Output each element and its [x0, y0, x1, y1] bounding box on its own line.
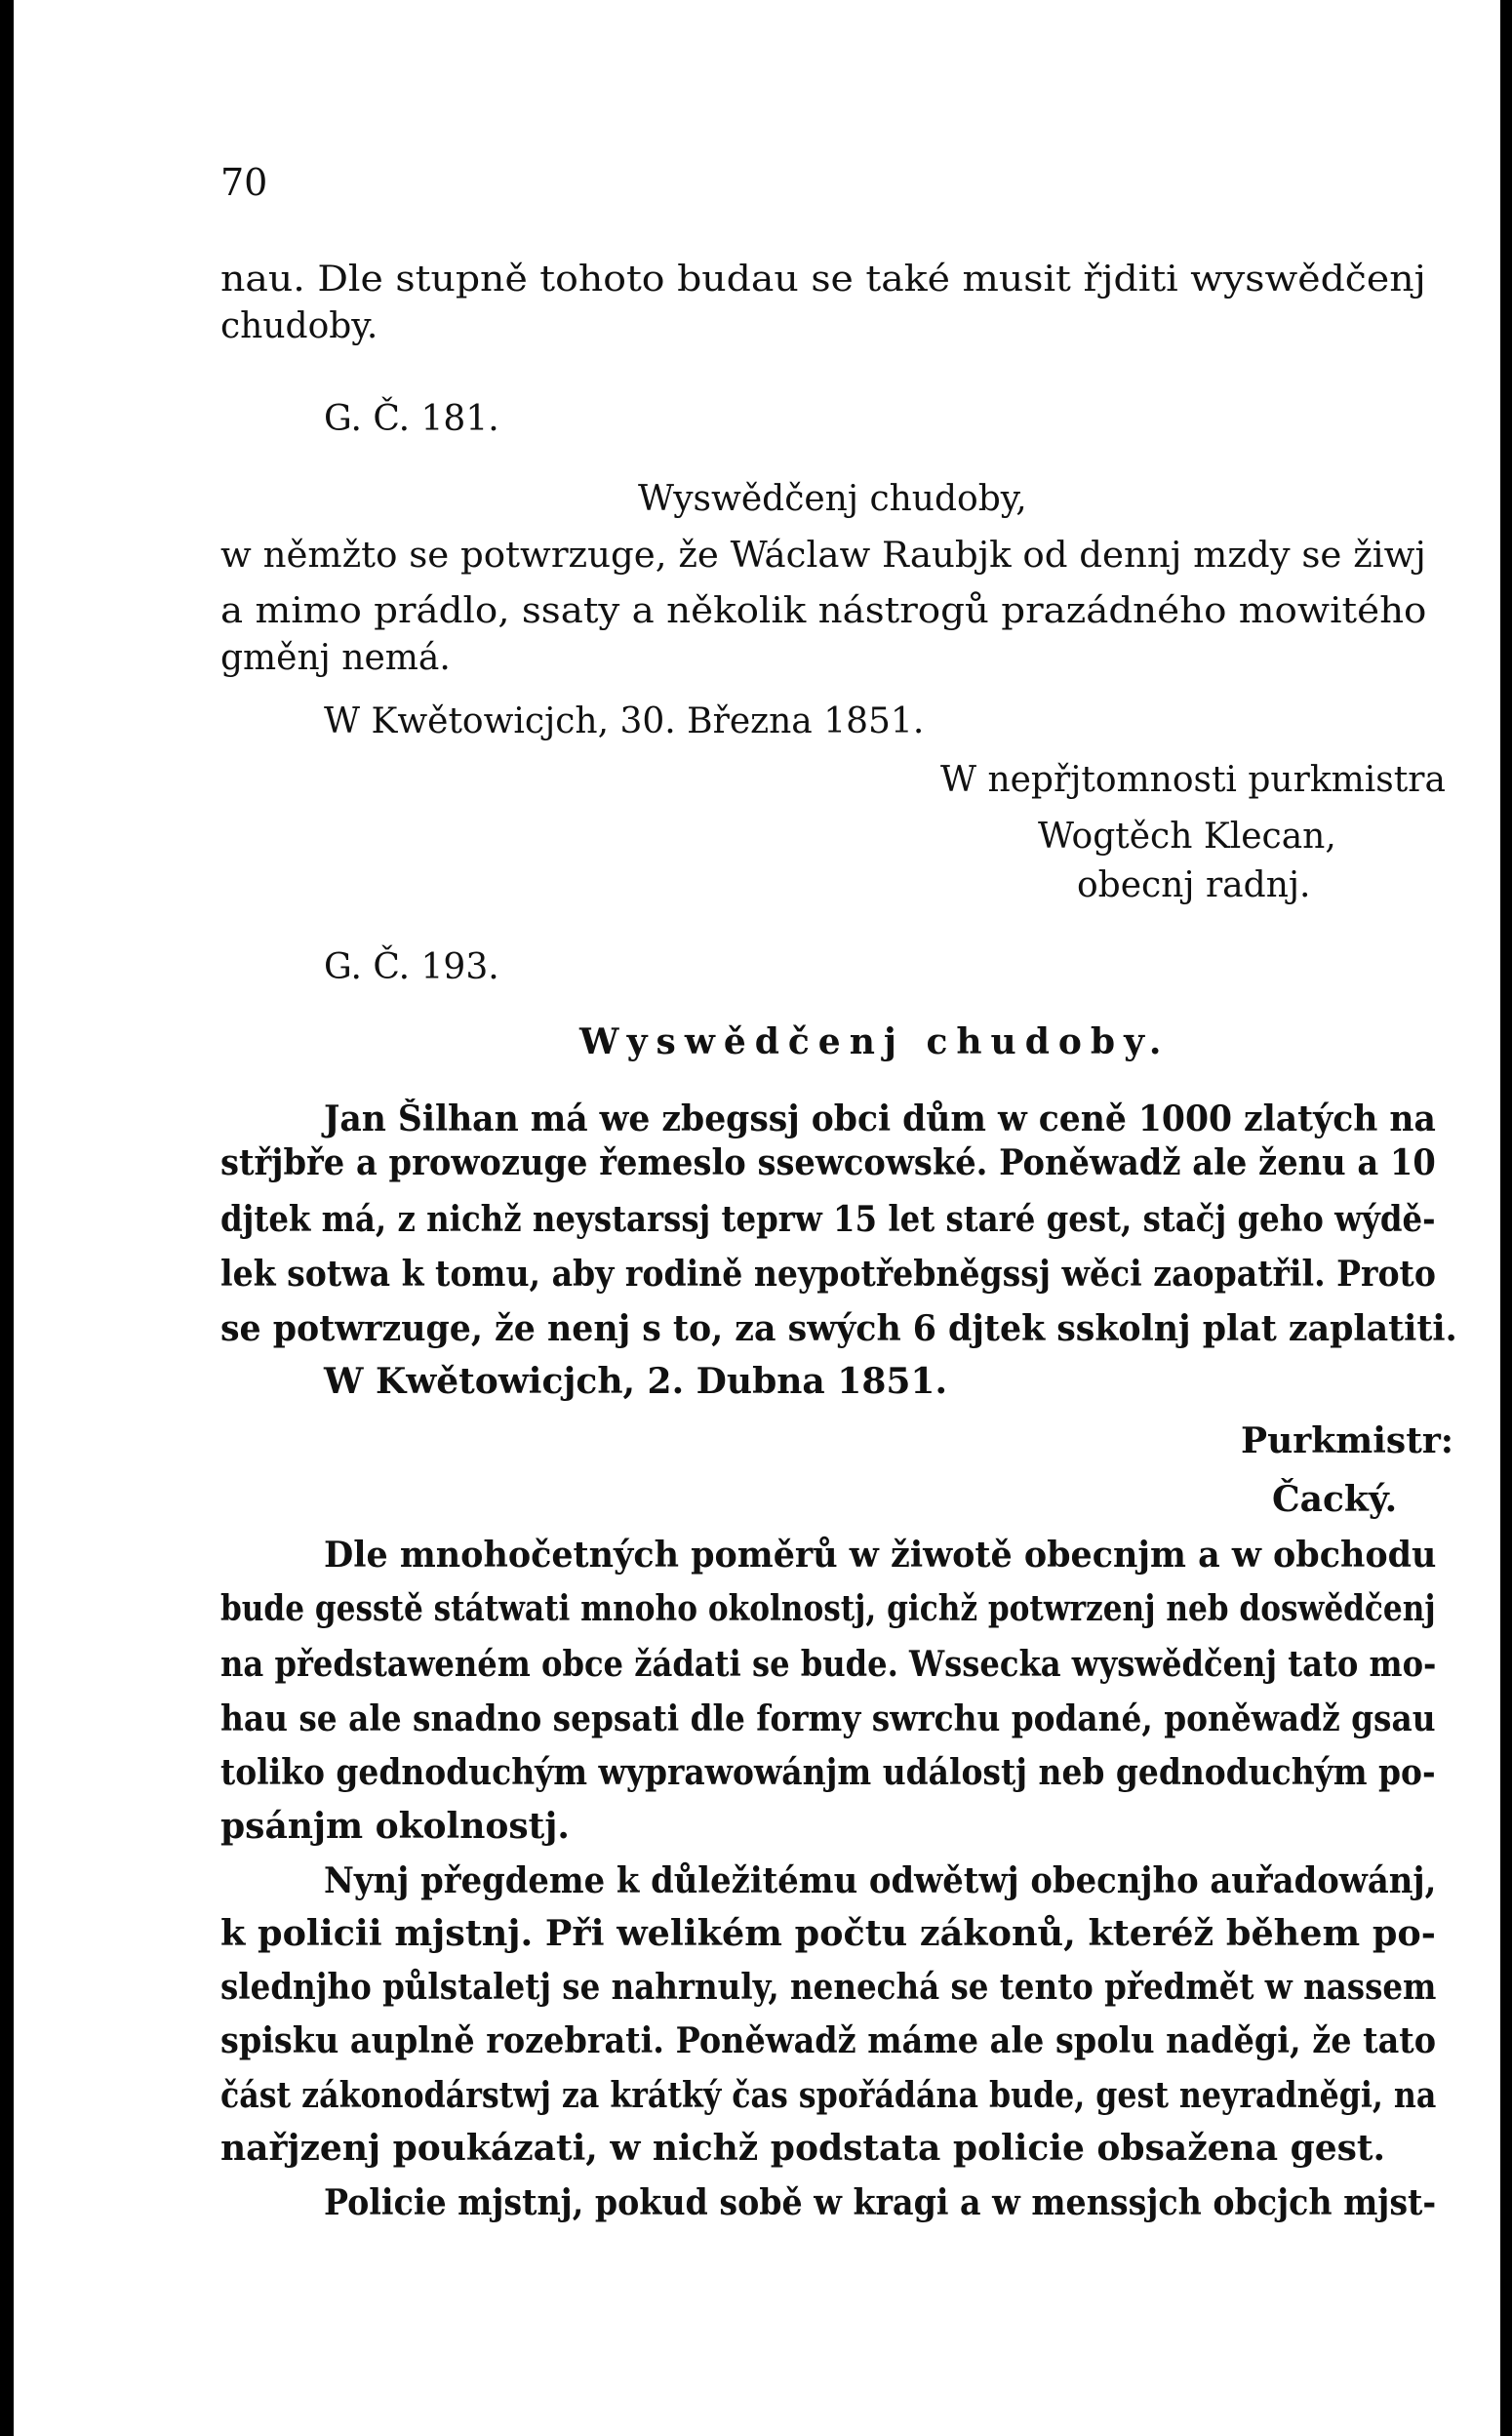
text-line: nau. Dle stupně tohoto budau se také musit řjditi wyswědčenj [220, 260, 1426, 300]
text-line: chudoby. [220, 306, 378, 346]
text-line: djtek má, z nichž neystarssj teprw 15 let staré gest, stačj geho wýdě- [220, 1199, 1436, 1240]
text-line: střjbře a prowozuge řemeslo ssewcowské. Poněwadž ale ženu a 10 [220, 1142, 1436, 1183]
text-line: lek sotwa k tomu, aby rodině neypotřebněgssj wěci zaopatřil. Proto [220, 1254, 1436, 1295]
text-line: spisku auplně rozebrati. Poněwadž máme ale spolu naděgi, že tato [220, 2020, 1437, 2061]
text-line: a mimo prádlo, ssaty a několik nástrogů prazádného mowitého [220, 591, 1427, 631]
text-line: Jan Šilhan má we zbegssj obci dům w ceně 1000 zlatých na [324, 1098, 1436, 1139]
text-line: na předstaweném obce žádati se bude. Wssecka wyswědčenj tato mo- [220, 1644, 1437, 1685]
text-line: w němžto se potwrzuge, že Wáclaw Raubjk od dennj mzdy se žiwj [220, 536, 1426, 576]
text-line: se potwrzuge, že nenj s to, za swých 6 djtek sskolnj plat zaplatiti. [220, 1308, 1457, 1349]
text-line: hau se ale snadno sepsati dle formy swrchu podané, poněwadž gsau [220, 1698, 1436, 1739]
text-line: toliko gednoduchým wyprawowánjm událostj neb gednoduchým po- [220, 1752, 1436, 1793]
document-reference: G. Č. 193. [324, 947, 499, 987]
text-line: část zákonodárstwj za krátký čas spořádána bude, gest neyradněgi, na [220, 2075, 1437, 2116]
certificate-title: Wyswědčenj chudoby, [638, 479, 1027, 519]
certificate-title: Wyswědčenj chudoby. [579, 1021, 1171, 1062]
text-line: slednjho půlstaletj se nahrnuly, nenechá se tento předmět w nassem [220, 1967, 1437, 2008]
text-line: k policii mjstnj. Při welikém počtu zákonů, kteréž během po- [220, 1913, 1436, 1954]
signature-line: Wogtěch Klecan, [1038, 817, 1336, 857]
place-date: W Kwětowicjch, 2. Dubna 1851. [324, 1361, 947, 1402]
text-line: Policie mjstnj, pokud sobě w kragi a w menssjch obcjch mjst- [324, 2182, 1437, 2223]
text-line: Dle mnohočetných poměrů w žiwotě obecnjm a w obchodu [324, 1535, 1437, 1576]
text-line: bude gesstě státwati mnoho okolnostj, gichž potwrzenj neb doswědčenj [220, 1588, 1436, 1629]
signature-line: obecnj radnj. [1077, 865, 1311, 905]
text-line: Nynj přegdeme k důležitému odwětwj obecnjho auřadowánj, [324, 1860, 1437, 1901]
text-line: gměnj nemá. [220, 638, 451, 678]
signature-line: Čacký. [1272, 1479, 1398, 1520]
signature-line: Purkmistr: [1241, 1420, 1454, 1461]
signature-line: W nepřjtomnosti purkmistra [940, 760, 1446, 800]
text-line: nařjzenj poukázati, w nichž podstata policie obsažena gest. [220, 2128, 1386, 2169]
text-line: psánjm okolnostj. [220, 1806, 570, 1847]
document-reference: G. Č. 181. [324, 399, 499, 439]
page-number: 70 [220, 161, 268, 204]
document-page [14, 0, 1500, 2436]
place-date: W Kwětowicjch, 30. Března 1851. [324, 701, 925, 741]
